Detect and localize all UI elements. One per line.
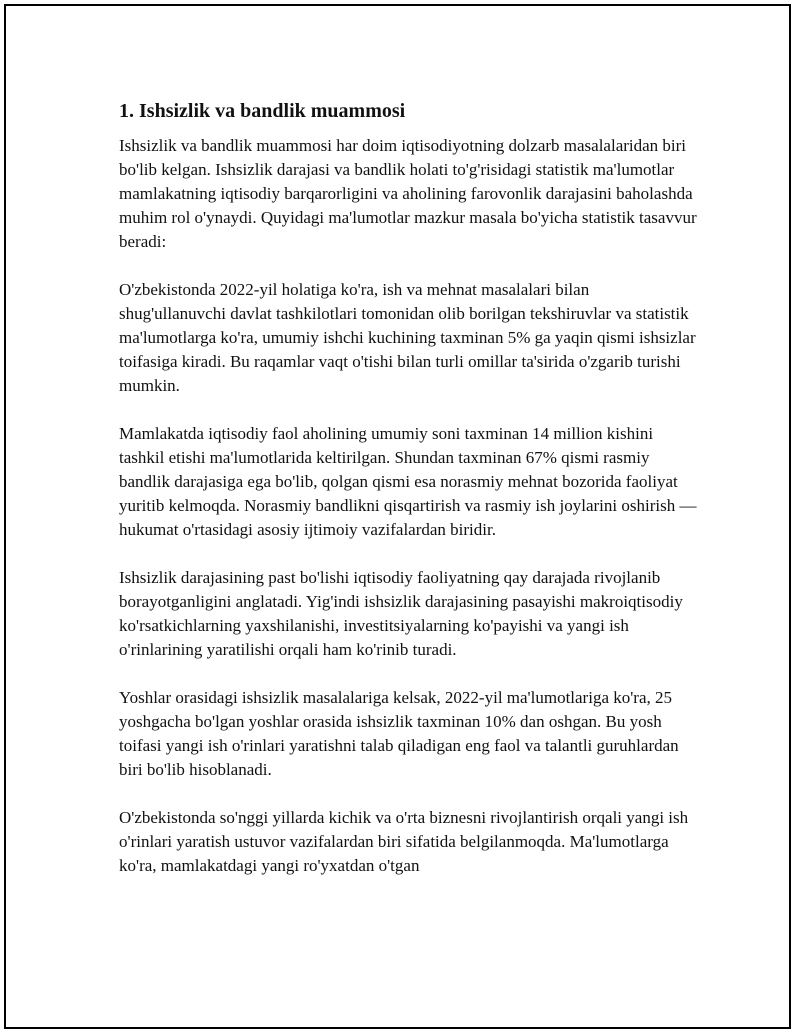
paragraph-low-unemployment: Ishsizlik darajasining past bo'lishi iqtisodiy faoliyatning qay darajada rivojlanib borayotganligini anglatadi. Yig'indi ishsizlik darajasining pasayishi makroiqtisodiy ko'rsatkichlarning yaxshilanishi, investitsiyalarning ko'payishi va yangi ish o'rinlarining yaratilishi orqali ham ko'rinib turadi.	[119, 568, 683, 659]
paragraph-youth-unemployment: Yoshlar orasidagi ishsizlik masalalariga kelsak, 2022-yil ma'lumotlariga ko'ra, 25 yoshgacha bo'lgan yoshlar orasida ishsizlik taxminan 10% dan oshgan. Bu yosh toifasi yangi ish o'rinlari yaratishni talab qiladigan eng faol va talantli guruhlardan biri bo'lib hisoblanadi.	[119, 688, 679, 779]
document-body	[119, 98, 699, 902]
paragraph-intro: Ishsizlik va bandlik muammosi har doim iqtisodiyotning dolzarb masalalaridan biri bo'lib kelgan. Ishsizlik darajasi va bandlik holati to'g'risidagi statistik ma'lumotlar mamlakatning iqtisodiy barqarorligini va aholining farovonlik darajasini baholashda muhim rol o'ynaydi. Quyidagi ma'lumotlar mazkur masala bo'yicha statistik tasavvur beradi:	[119, 136, 697, 251]
document-page	[4, 4, 791, 1029]
section-heading: 1. Ishsizlik va bandlik muammosi	[119, 100, 406, 122]
paragraph-unemployment-rate: O'zbekistonda 2022-yil holatiga ko'ra, ish va mehnat masalalari bilan shug'ullanuvchi davlat tashkilotlari tomonidan olib borilgan tekshiruvlar va statistik ma'lumotlarga ko'ra, umumiy ishchi kuchining taxminan 5% ga yaqin qismi ishsizlar toifasiga kiradi. Bu raqamlar vaqt o'tishi bilan turli omillar ta'sirida o'zgarib turishi mumkin.	[119, 280, 696, 395]
paragraph-small-business: O'zbekistonda so'nggi yillarda kichik va o'rta biznesni rivojlantirish orqali yangi ish o'rinlari yaratish ustuvor vazifalardan biri sifatida belgilanmoqda. Ma'lumotlarga ko'ra, mamlakatdagi yangi ro'yxatdan o'tgan	[119, 808, 689, 875]
paragraph-active-population: Mamlakatda iqtisodiy faol aholining umumiy soni taxminan 14 million kishini tashkil etishi ma'lumotlarida keltirilgan. Shundan taxminan 67% qismi rasmiy bandlik darajasiga ega bo'lib, qolgan qismi esa norasmiy mehnat bozorida faoliyat yuritib kelmoqda. Norasmiy bandlikni qisqartirish va rasmiy ish joylarini oshirish — hukumat o'rtasidagi asosiy ijtimoiy vazifalardan biridir.	[119, 424, 697, 539]
